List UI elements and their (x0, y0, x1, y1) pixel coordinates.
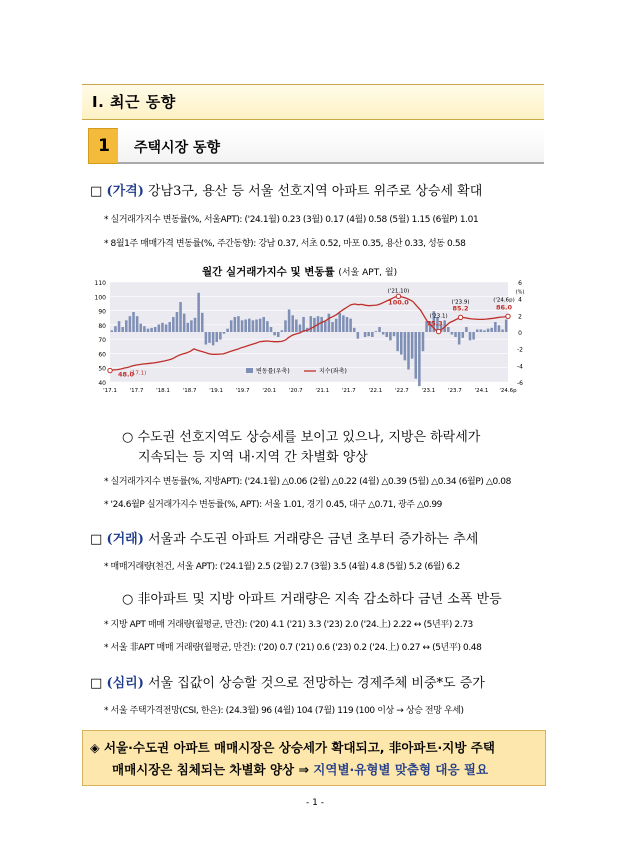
summary-highlight: 지역별·유형별 맞춤형 대응 필요 (313, 762, 489, 777)
chart-bar (255, 320, 258, 333)
chart-bar (302, 317, 305, 332)
checkbox-glyph: □ (90, 532, 103, 547)
chart-bar (414, 332, 417, 379)
regional-paragraph (122, 426, 480, 445)
chart-bar (498, 325, 501, 332)
right-tick-label: -4 (517, 363, 523, 371)
x-tick-label: '19.7 (235, 388, 250, 394)
chart-bar (176, 312, 179, 332)
chart-bar (114, 326, 117, 332)
subsection-title: 주택시장 동향 (134, 140, 221, 156)
chart-bar (154, 327, 157, 332)
chart-bar (346, 317, 349, 332)
chart-bar (230, 320, 233, 332)
chart-bar (400, 332, 403, 355)
right-tick-label: 6 (518, 280, 522, 287)
chart-title (202, 264, 397, 279)
sentiment-tag: (심리) (106, 676, 144, 691)
x-tick-label: '24.1 (474, 388, 489, 394)
point-annotation: 75.3 (426, 319, 443, 328)
chart-bar (172, 317, 175, 332)
summary-line-1 (90, 738, 495, 756)
chart-bar (234, 317, 237, 332)
sentiment-text: 서울 집값이 상승할 것으로 전망하는 경제주체 비중*도 증가 (148, 676, 485, 691)
point-annotation: (17.1) (129, 370, 147, 377)
chart-bar (494, 322, 497, 332)
chart-bar (349, 319, 352, 332)
point-annotation: ('23.1) (429, 313, 448, 320)
bullet-glyph: ○ (122, 592, 134, 607)
left-tick-label: 90 (98, 308, 106, 316)
summary-line-2 (112, 760, 488, 778)
chart-bar (342, 315, 345, 332)
regional-note-2: * '24.6월P 실거래가지수 변동률(%, APT): 서울 1.01, 경기 0.45, 대구 △0.71, 광주 △0.99 (104, 500, 442, 510)
chart-bar (194, 318, 197, 332)
price-tag: (가격) (106, 184, 144, 199)
chart-bar (244, 320, 247, 333)
chart-bar (187, 323, 190, 332)
legend-label-line: 지수(좌축) (319, 368, 347, 375)
chart-bar (266, 321, 269, 332)
chart-bar (288, 310, 291, 333)
chart-bar (447, 327, 450, 332)
price-note-2: * 8월1주 매매가격 변동률(%, 주간동향): 강남 0.37, 서초 0.52, 마포 0.35, 용산 0.33, 성동 0.58 (104, 239, 466, 249)
highlight-point (458, 315, 462, 319)
checkbox-glyph: □ (90, 184, 103, 199)
chart-bar (331, 322, 334, 332)
chart-bar (161, 323, 164, 332)
point-annotation: 100.0 (388, 298, 409, 307)
summary-text-1: 서울·수도권 아파트 매매시장은 상승세가 확대되고, 非아파트·지방 주택 (103, 740, 495, 755)
chart-bar (364, 332, 367, 337)
x-tick-label: '21.1 (315, 388, 330, 394)
point-annotation: 85.2 (452, 304, 469, 313)
chart-bar (328, 314, 331, 332)
chart-bar (382, 332, 385, 335)
chart-bar (396, 332, 399, 351)
chart-bar (223, 332, 226, 334)
x-tick-label: '17.7 (129, 388, 144, 394)
x-tick-label: '20.1 (262, 388, 277, 394)
volume-note-2: * 지방 APT 매매 거래량(월평균, 만건): ('20) 4.1 ('21) 3.3 ('23) 2.0 ('24.上) 2.22 ↔ (5년平) 2.73 (104, 620, 473, 630)
price-text: 강남3구, 용산 등 서울 선호지역 아파트 위주로 상승세 확대 (148, 184, 483, 199)
price-paragraph (90, 180, 482, 199)
chart-bar (165, 325, 168, 333)
chart-bar (205, 332, 208, 345)
page-number: - 1 - (306, 798, 324, 808)
checkbox-glyph: □ (90, 676, 103, 691)
point-annotation: ('23.9) (451, 299, 470, 306)
volume-note-1: * 매매거래량(천건, 서울 APT): ('24.1월) 2.5 (2월) 2.7 (3월) 3.5 (4월) 4.8 (5월) 5.2 (6월) 6.2 (104, 562, 460, 572)
chart-bar (411, 332, 414, 359)
chart-bar (501, 330, 504, 333)
chart-bar (241, 320, 244, 332)
chart-bar (483, 330, 486, 332)
volume-sub-text: 非아파트 및 지방 아파트 거래량은 지속 감소하다 금년 소폭 반등 (137, 592, 502, 607)
chart-bar (487, 329, 490, 332)
volume-text: 서울과 수도권 아파트 거래량은 금년 초부터 증가하는 추세 (148, 532, 479, 547)
chart-bar (422, 332, 425, 351)
chart-bar (284, 320, 287, 332)
chart-bar (299, 325, 302, 333)
chart-bar (270, 327, 273, 332)
chart-bar (129, 316, 132, 332)
chart-bar (320, 317, 323, 332)
regional-text: 수도권 선호지역도 상승세를 보이고 있으나, 지방은 하락세가 (137, 430, 481, 445)
chart-bar (237, 316, 240, 332)
chart-bar (338, 313, 341, 332)
chart-bar (476, 330, 479, 333)
right-tick-label: 0 (518, 330, 522, 337)
chart-bar (281, 330, 284, 332)
chart-bar (386, 332, 389, 337)
chart-bar (357, 332, 360, 339)
chart-bar (335, 319, 338, 332)
chart-title-main: 월간 실거래가지수 및 변동률 (202, 266, 335, 278)
x-tick-label: '21.7 (341, 388, 356, 394)
x-tick-label: '23.7 (448, 388, 462, 394)
x-tick-label: '22.7 (394, 388, 409, 394)
subsection-number: 1 (88, 128, 120, 164)
chart-bar (147, 329, 150, 332)
left-tick-label: 110 (94, 280, 106, 287)
chart-bar (324, 321, 327, 332)
point-annotation: ('21.10) (387, 288, 410, 295)
chart-bar (179, 302, 182, 332)
chart-bar (132, 312, 135, 332)
x-tick-label: '24.6p (499, 388, 517, 394)
sentiment-paragraph (90, 672, 485, 691)
chart-bar (295, 320, 298, 333)
left-tick-label: 40 (98, 380, 106, 387)
chart-bar (158, 325, 161, 333)
x-tick-label: '17.1 (103, 388, 117, 394)
chart-bar (259, 319, 262, 332)
left-tick-label: 60 (98, 351, 106, 359)
regional-text-2: 지속되는 등 지역 내·지역 간 차별화 양상 (138, 450, 368, 465)
point-annotation: ('24.6p) (493, 297, 515, 304)
legend-swatch-bar (246, 368, 253, 373)
chart-bar (353, 328, 356, 332)
chart-bar (472, 332, 475, 340)
chart-bar (168, 322, 171, 332)
chart-bar (136, 316, 139, 332)
chart-bar (197, 293, 200, 332)
chart-bar (389, 332, 392, 340)
regional-note-1: * 실거래가지수 변동률(%, 지방APT): ('24.1월) △0.06 (2월) △0.22 (4월) △0.39 (5월) △0.34 (6월P) △0.08 (104, 477, 511, 487)
left-tick-label: 80 (98, 322, 106, 330)
chart-bar (212, 332, 215, 345)
point-annotation: 86.0 (495, 303, 513, 312)
chart-bar (252, 320, 255, 332)
volume-note-3: * 서울 非APT 매매 거래량(월평균, 만건): ('20) 0.7 ('21) 0.6 ('23) 0.2 ('24.上) 0.27 ↔ (5년平) 0.48 (104, 643, 482, 653)
sentiment-note-1: * 서울 주택가격전망(CSI, 한은): (24.3월) 96 (4월) 104 (7월) 119 (100 이상 → 상승 전망 우세) (104, 706, 464, 716)
chart-bar (404, 332, 407, 360)
chart-bar (215, 332, 218, 342)
chart-bar (263, 317, 266, 332)
chart-bar (150, 328, 153, 332)
right-tick-label: -6 (517, 380, 523, 387)
x-tick-label: '19.1 (209, 388, 224, 394)
chart-bar (183, 314, 186, 332)
x-tick-label: '18.7 (182, 388, 197, 394)
left-tick-label: 100 (94, 294, 106, 302)
chart-bar (277, 332, 280, 337)
chart-bar (407, 332, 410, 370)
x-tick-label: '20.7 (288, 388, 303, 394)
highlight-point (108, 368, 112, 372)
highlight-point (506, 314, 510, 318)
chart-bar (480, 330, 483, 333)
chart-bar (378, 327, 381, 332)
chart-bar (248, 319, 251, 332)
chart-bar (469, 332, 472, 340)
chart-bar (111, 330, 114, 332)
chart-bar (375, 331, 378, 332)
summary-text-2a: 매매시장은 침체되는 차별화 양상 ⇒ (112, 762, 314, 777)
volume-paragraph (90, 528, 478, 547)
chart-bar (454, 332, 457, 337)
chart-bar (201, 313, 204, 332)
bullet-glyph: ○ (122, 430, 134, 445)
chart-bar (291, 315, 294, 332)
chart-bar (371, 332, 374, 337)
volume-tag: (거래) (106, 532, 144, 547)
x-tick-label: '23.1 (421, 388, 436, 394)
chart-bar (418, 332, 421, 386)
chart-bar (313, 318, 316, 332)
legend-label-bar: 변동률(우축) (256, 368, 290, 375)
right-tick-label: 2 (518, 313, 522, 321)
chart-bar (462, 332, 465, 338)
chart-bar (208, 332, 211, 343)
section-title: Ⅰ. 최근 동향 (92, 93, 176, 111)
point-annotation: 48.0 (117, 370, 135, 379)
left-tick-label: 50 (98, 365, 106, 373)
chart-bar (465, 327, 468, 332)
chart-bar (451, 332, 454, 335)
price-note-1: * 실거래가지수 변동률(%, 서울APT): ('24.1월) 0.23 (3월) 0.17 (4월) 0.58 (5월) 1.15 (6월P) 1.01 (104, 215, 479, 225)
chart-bar (273, 332, 276, 335)
chart-bar (121, 327, 124, 332)
right-tick-label: -2 (517, 346, 523, 354)
chart-bar (226, 329, 229, 332)
chart-bar (190, 320, 193, 332)
chart-bar (219, 332, 222, 340)
x-tick-label: '18.1 (156, 388, 170, 394)
chart-subtitle: (서울 APT, 월) (338, 268, 398, 278)
chart-bar (143, 326, 146, 332)
right-axis-unit: (%) (515, 289, 525, 296)
chart-bar (505, 320, 508, 333)
chart-bar (118, 321, 121, 332)
chart-bar (393, 332, 396, 336)
chart-bar (490, 328, 493, 332)
x-tick-label: '22.1 (368, 388, 383, 394)
left-tick-label: 70 (98, 337, 106, 345)
chart-bar (458, 332, 461, 345)
diamond-mark-icon: ◈ (90, 740, 100, 755)
price-index-chart (88, 278, 538, 400)
chart-bar (125, 320, 128, 332)
highlight-point (436, 329, 440, 333)
volume-sub-paragraph (122, 588, 502, 607)
chart-bar (367, 332, 370, 336)
right-tick-label: 4 (518, 296, 522, 304)
chart-bar (139, 324, 142, 332)
